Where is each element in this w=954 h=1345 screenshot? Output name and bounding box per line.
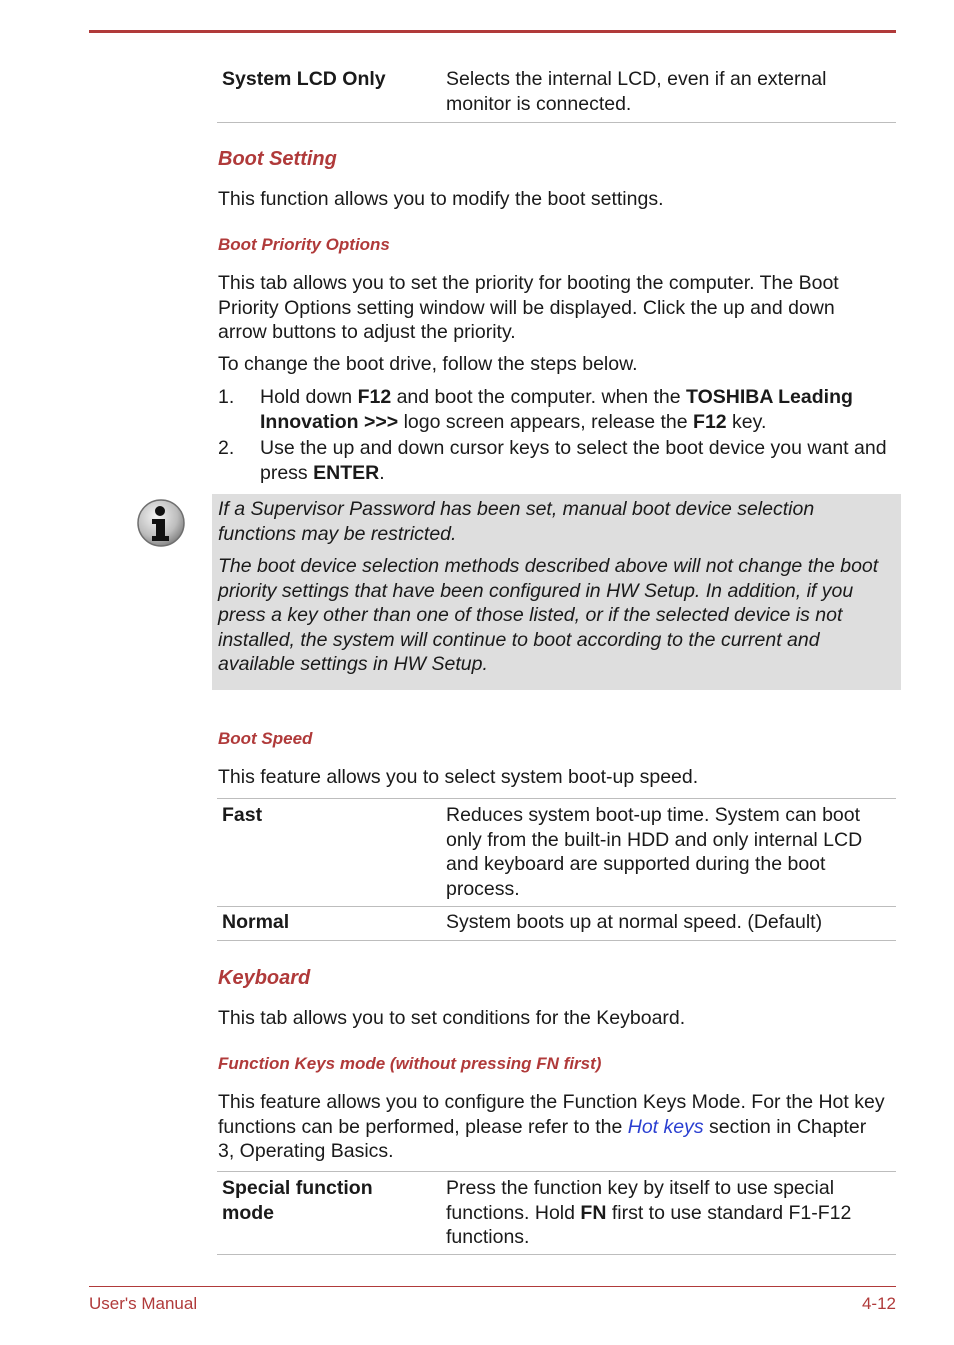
table-divider bbox=[217, 1254, 896, 1255]
table-desc: Selects the internal LCD, even if an external monitor is connected. bbox=[446, 68, 827, 115]
table-divider bbox=[217, 940, 896, 941]
function-keys-para: This feature allows you to configure the Function Keys Mode. For the Hot key functions can be performed, please refer to the Hot keys section in Chapter 3, Operating Basics. bbox=[218, 1091, 885, 1162]
hot-keys-link[interactable]: Hot keys bbox=[627, 1115, 704, 1138]
table-desc: Reduces system boot-up time. System can boot only from the built-in HDD and only internal LCD and keyboard are supported during the boot process. bbox=[446, 804, 863, 900]
section-heading-keyboard: Keyboard bbox=[218, 967, 311, 989]
note-paragraph: The boot device selection methods described above will not change the boot priority settings that have been configured in HW Setup. In addition, if you press a key other than one of those listed, or if the selected device is not installed, the system will continue to boot according to the current and available settings in HW Setup. bbox=[218, 555, 879, 675]
boot-priority-steps-intro: To change the boot drive, follow the steps below. bbox=[218, 353, 638, 375]
footer-title: User's Manual bbox=[89, 1294, 198, 1313]
table-term: Special function mode bbox=[222, 1177, 373, 1224]
table-divider bbox=[217, 1171, 896, 1172]
step-number: 1. bbox=[218, 386, 235, 408]
table-term: Fast bbox=[222, 804, 263, 826]
step-text: Hold down F12 and boot the computer. when the TOSHIBA Leading Innovation >>> logo screen appears, release the F12 key. bbox=[260, 386, 853, 433]
table-divider bbox=[217, 906, 896, 907]
footer-rule bbox=[89, 1286, 896, 1287]
table-divider bbox=[217, 798, 896, 799]
table-desc: System boots up at normal speed. (Default) bbox=[446, 911, 823, 933]
subsection-heading-function-keys: Function Keys mode (without pressing FN first) bbox=[218, 1054, 602, 1073]
note-paragraph: If a Supervisor Password has been set, manual boot device selection functions may be restricted. bbox=[218, 498, 815, 545]
subsection-heading-boot-speed: Boot Speed bbox=[218, 729, 313, 748]
table-term: Normal bbox=[222, 911, 290, 933]
section-heading-boot-setting: Boot Setting bbox=[218, 148, 337, 170]
page-number: 4-12 bbox=[861, 1294, 896, 1313]
boot-setting-intro: This function allows you to modify the boot settings. bbox=[218, 188, 664, 210]
table-divider bbox=[217, 122, 896, 123]
step-text: Use the up and down cursor keys to select the boot device you want and press ENTER. bbox=[260, 437, 887, 484]
table-term: System LCD Only bbox=[222, 68, 386, 90]
subsection-heading-boot-priority: Boot Priority Options bbox=[218, 235, 390, 254]
keyboard-intro: This tab allows you to set conditions for the Keyboard. bbox=[218, 1007, 686, 1029]
table-desc: Press the function key by itself to use special functions. Hold FN first to use standard F1-F12 functions. bbox=[446, 1177, 852, 1248]
boot-priority-para: This tab allows you to set the priority for booting the computer. The Boot Priority Options setting window will be displayed. Click the up and down arrow buttons to adjust the priority. bbox=[218, 272, 839, 343]
boot-speed-intro: This feature allows you to select system boot-up speed. bbox=[218, 766, 699, 788]
step-number: 2. bbox=[218, 437, 235, 459]
info-icon bbox=[136, 498, 186, 548]
header-rule bbox=[89, 30, 896, 33]
